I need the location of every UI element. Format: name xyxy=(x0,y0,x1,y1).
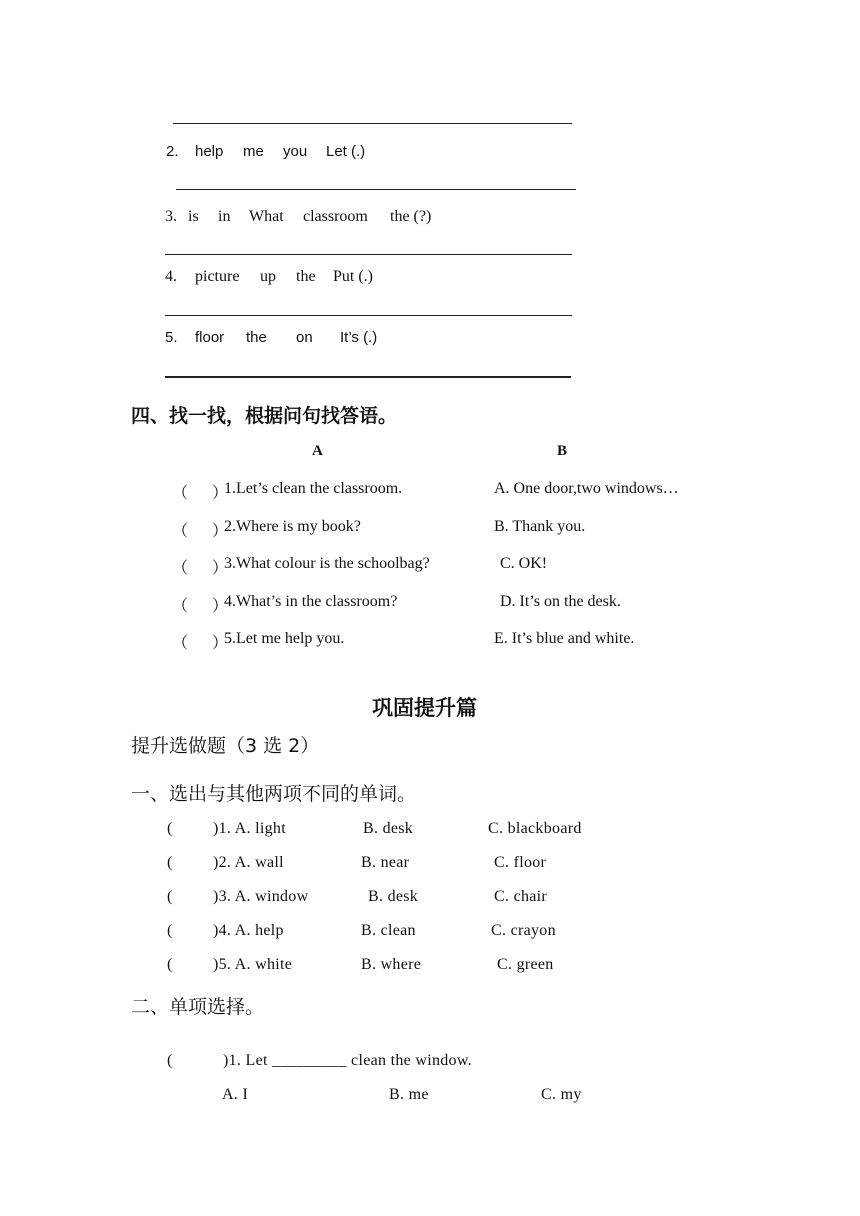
option-b: B. clean xyxy=(361,922,416,939)
word: the xyxy=(246,329,267,346)
word: help xyxy=(195,143,224,160)
column-b-header: B xyxy=(557,443,568,459)
word: the (?) xyxy=(390,208,432,225)
question-text: )1. Let _________ clean the window. xyxy=(223,1052,472,1069)
question-option-a: )4. A. help xyxy=(213,922,284,939)
word: classroom xyxy=(303,208,368,225)
option-b: B. where xyxy=(361,956,422,973)
option-c: C. chair xyxy=(494,888,548,905)
part2-title: 二、单项选择。 xyxy=(131,996,265,1018)
answer-blank[interactable]: （ ） xyxy=(172,598,229,615)
answer-option: E. It’s blue and white. xyxy=(494,630,635,647)
question: 5.Let me help you. xyxy=(224,630,345,647)
answer-blank[interactable]: ( xyxy=(167,888,173,905)
answer-blank[interactable]: ( xyxy=(167,922,173,939)
word: the xyxy=(296,268,316,285)
answer-blank[interactable]: （ ） xyxy=(172,635,229,652)
word: What xyxy=(249,208,284,225)
word: up xyxy=(260,268,276,285)
answer-line xyxy=(176,189,576,190)
question: 1.Let’s clean the classroom. xyxy=(224,480,403,497)
answer-line xyxy=(165,315,572,316)
answer-blank[interactable]: （ ） xyxy=(172,485,229,502)
question-option-a: )3. A. window xyxy=(213,888,309,905)
item-number: 3. xyxy=(165,208,177,225)
answer-line xyxy=(173,123,572,124)
option-b: B. me xyxy=(389,1086,429,1103)
answer-option: B. Thank you. xyxy=(494,518,586,535)
word: you xyxy=(283,143,308,160)
word: Let (.) xyxy=(326,143,366,160)
answer-blank[interactable]: ( xyxy=(167,820,173,837)
question-option-a: )5. A. white xyxy=(213,956,293,973)
answer-option: D. It’s on the desk. xyxy=(500,593,621,610)
option-b: B. near xyxy=(361,854,410,871)
answer-blank[interactable]: ( xyxy=(167,1052,173,1069)
section-title: 四、找一找，根据问句找答语。 xyxy=(131,405,398,427)
question: 2.Where is my book? xyxy=(224,518,361,535)
answer-blank[interactable]: （ ） xyxy=(172,523,229,540)
option-c: C. crayon xyxy=(491,922,556,939)
answer-blank[interactable]: （ ） xyxy=(172,560,229,577)
word: on xyxy=(296,329,313,346)
column-a-header: A xyxy=(312,443,323,459)
word: picture xyxy=(195,268,240,285)
option-c: C. blackboard xyxy=(488,820,582,837)
option-b: B. desk xyxy=(363,820,414,837)
option-c: C. green xyxy=(497,956,554,973)
word: It’s (.) xyxy=(340,329,378,346)
word: me xyxy=(243,143,264,160)
answer-blank[interactable]: ( xyxy=(167,854,173,871)
item-number: 5. xyxy=(165,329,178,346)
answer-line xyxy=(165,376,571,378)
answer-blank[interactable]: ( xyxy=(167,956,173,973)
option-c: C. my xyxy=(541,1086,582,1103)
word: in xyxy=(218,208,231,225)
answer-line xyxy=(165,254,572,255)
item-number: 4. xyxy=(165,268,177,285)
question-option-a: )1. A. light xyxy=(213,820,286,837)
part1-title: 一、选出与其他两项不同的单词。 xyxy=(131,783,417,805)
section-main-title: 巩固提升篇 xyxy=(372,696,477,720)
answer-option: C. OK! xyxy=(500,555,548,572)
question-option-a: )2. A. wall xyxy=(213,854,284,871)
answer-option: A. One door,two windows… xyxy=(494,480,679,497)
option-b: B. desk xyxy=(368,888,419,905)
option-c: C. floor xyxy=(494,854,547,871)
subsection-title: 提升选做题（3 选 2） xyxy=(131,735,320,757)
question: 3.What colour is the schoolbag? xyxy=(224,555,430,572)
item-number: 2. xyxy=(166,143,179,160)
option-a: A. I xyxy=(222,1086,249,1103)
word: Put (.) xyxy=(333,268,373,285)
word: is xyxy=(188,208,199,225)
question: 4.What’s in the classroom? xyxy=(224,593,398,610)
word: floor xyxy=(195,329,225,346)
